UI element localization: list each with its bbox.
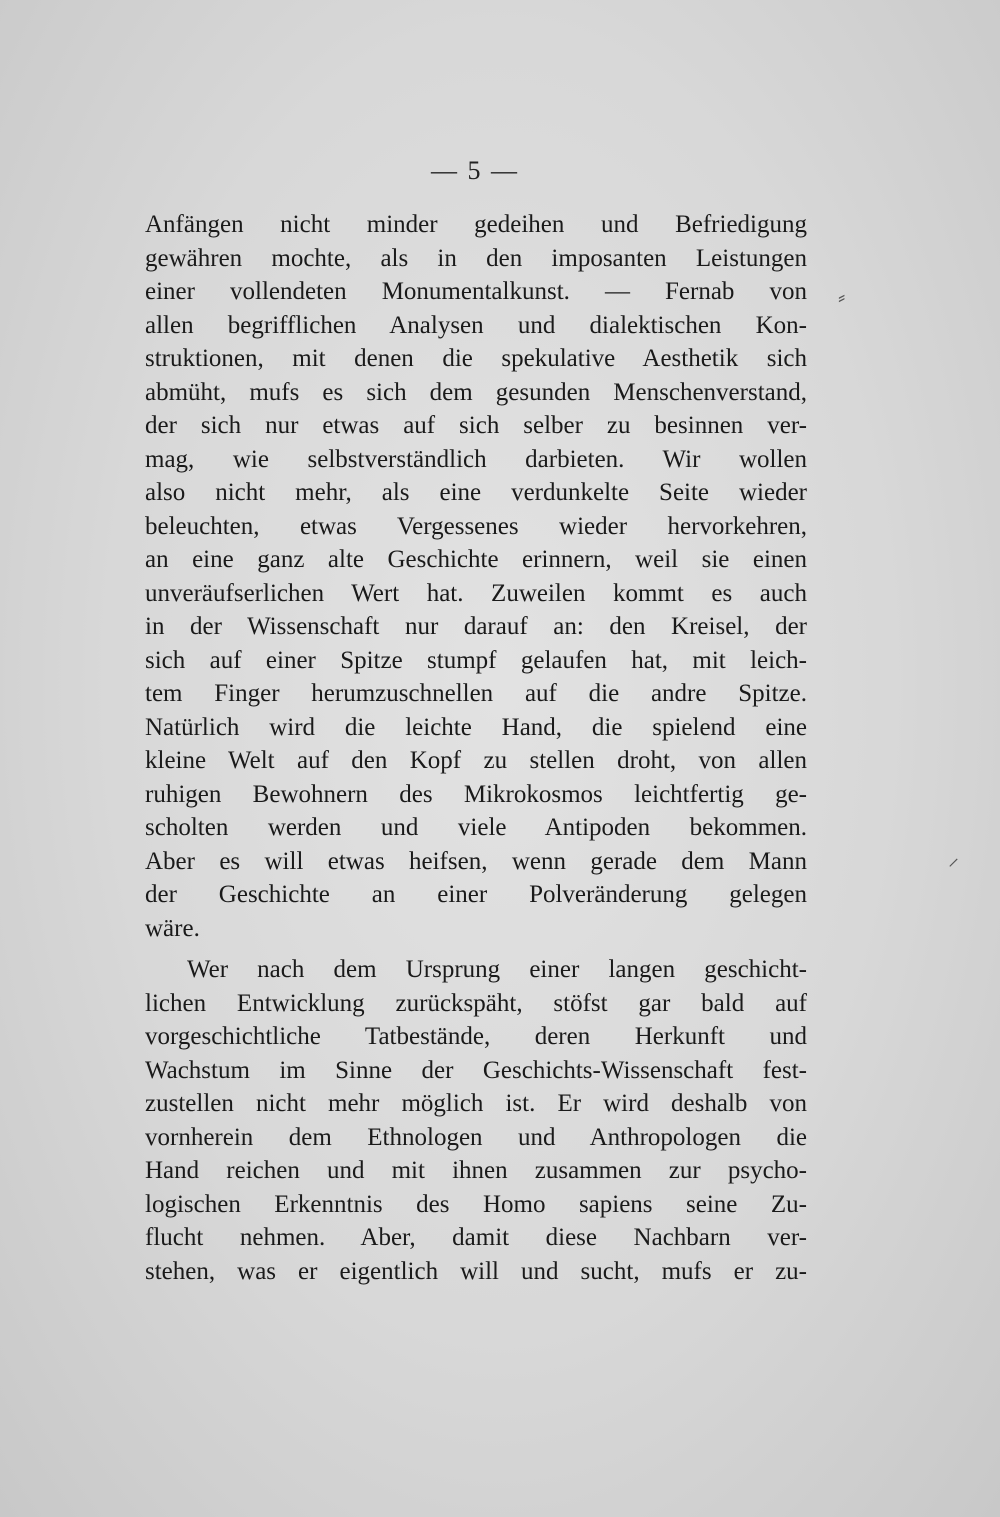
text-line: flucht nehmen. Aber, damit diese Nachbarn ver- xyxy=(145,1224,807,1251)
text-line: unveräufserlichen Wert hat. Zuweilen kommt es auch xyxy=(145,579,807,607)
text-line: Wer nach dem Ursprung einer langen geschicht- xyxy=(187,956,807,983)
text-line: logischen Erkenntnis des Homo sapiens seine Zu- xyxy=(145,1190,807,1218)
text-line: einer vollendeten Monumentalkunst. — Fernab von xyxy=(145,278,807,305)
text-line: der Geschichte an einer Polveränderung gelegen xyxy=(145,881,807,908)
text-line: an eine ganz alte Geschichte erinnern, weil sie einen xyxy=(145,546,807,573)
text-line: gewähren mochte, als in den imposanten Leistungen xyxy=(145,244,807,272)
text-line: zustellen nicht mehr möglich ist. Er wird deshalb von xyxy=(145,1090,807,1117)
text-line: Anfängen nicht minder gedeihen und Befriedigung xyxy=(145,211,807,238)
text-line: Wachstum im Sinne der Geschichts-Wissenschaft fest- xyxy=(145,1056,807,1084)
text-line: vorgeschichtliche Tatbestände, deren Herkunft und xyxy=(145,1023,807,1050)
text-line: der sich nur etwas auf sich selber zu besinnen ver- xyxy=(145,412,807,439)
body-text xyxy=(145,208,807,1288)
paragraph-1 xyxy=(145,208,807,945)
text-line: mag, wie selbstverständlich darbieten. Wir wollen xyxy=(145,445,807,473)
text-line: in der Wissenschaft nur darauf an: den Kreisel, der xyxy=(145,613,807,640)
text-line: also nicht mehr, als eine verdunkelte Seite wieder xyxy=(145,479,807,506)
text-line: Natürlich wird die leichte Hand, die spielend eine xyxy=(145,713,807,741)
text-line: stehen, was er eigentlich will und sucht, mufs er zu- xyxy=(145,1257,807,1285)
text-line: lichen Entwicklung zurückspäht, stöfst gar bald auf xyxy=(145,989,807,1017)
margin-mark: ⸝ xyxy=(948,845,960,870)
text-line: sich auf einer Spitze stumpf gelaufen hat, mit leich- xyxy=(145,646,807,674)
text-line: struktionen, mit denen die spekulative Aesthetik sich xyxy=(145,345,807,372)
text-line: allen begrifflichen Analysen und dialektischen Kon- xyxy=(145,311,807,339)
text-line: ruhigen Bewohnern des Mikrokosmos leichtfertig ge- xyxy=(145,780,807,808)
page-number: — 5 — xyxy=(431,156,519,185)
paragraph-gap xyxy=(145,945,807,953)
text-line: wäre. xyxy=(145,914,200,942)
text-line: beleuchten, etwas Vergessenes wieder hervorkehren, xyxy=(145,512,807,540)
text-line: scholten werden und viele Antipoden bekommen. xyxy=(145,814,807,841)
paragraph-2 xyxy=(145,953,807,1288)
text-line: Hand reichen und mit ihnen zusammen zur psycho- xyxy=(145,1157,807,1184)
text-line: Aber es will etwas heifsen, wenn gerade dem Mann xyxy=(145,847,807,875)
text-line: kleine Welt auf den Kopf zu stellen droht, von allen xyxy=(145,747,807,774)
text-line: vornherein dem Ethnologen und Anthropologen die xyxy=(145,1123,807,1151)
margin-mark: ⸗ xyxy=(838,284,846,309)
text-line: tem Finger herumzuschnellen auf die andre Spitze. xyxy=(145,680,807,707)
text-line: abmüht, mufs es sich dem gesunden Menschenverstand, xyxy=(145,378,807,406)
